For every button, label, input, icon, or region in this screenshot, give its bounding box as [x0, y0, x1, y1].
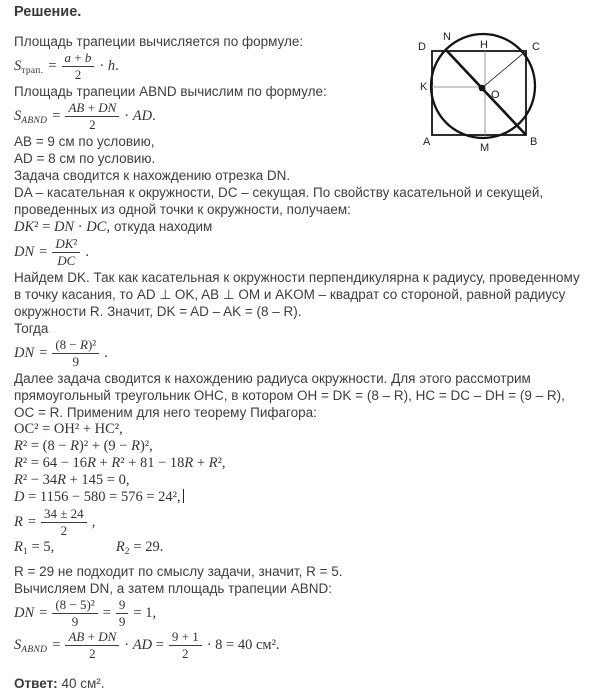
formula-dn-8-minus-r	[14, 338, 586, 369]
equals-sign: =	[102, 605, 111, 621]
formula-tail: .	[104, 345, 108, 361]
paragraph-tangent-secant: DA – касательная к окружности, DC – секущая. По свойству касательной и секущей, проведенных из одной точки к окружности, получаем:	[14, 185, 544, 217]
geometry-figure	[405, 23, 600, 165]
equals-sign: =	[39, 605, 48, 621]
line-o-c	[482, 51, 526, 88]
formula-dn-from-dk	[14, 237, 586, 268]
formula-root-values: $R_1 = 5$, $R_2 = 29$.	[14, 539, 164, 557]
paragraph-compute-dn: Вычисляем DN, а затем площадь трапеции ABND:	[14, 581, 332, 596]
formula-note: откуда находим	[113, 219, 213, 234]
fraction: $\frac{AB + DN}{2}$	[65, 630, 119, 661]
label-c: C	[532, 41, 540, 53]
paragraph-root-rejected: R = 29 не подходит по смыслу задачи, значит, R = 5.	[14, 564, 343, 579]
label-d: D	[418, 41, 426, 53]
paragraph-abnd-formula-intro: Площадь трапеции ABND вычислим по формуле:	[14, 84, 327, 99]
formula-mid: · AD =	[124, 637, 164, 653]
paragraph-area-formula-intro: Площадь трапеции вычисляется по формуле:	[14, 34, 304, 49]
figure-svg	[405, 23, 600, 165]
formula-lhs: DN	[14, 244, 35, 260]
formula-tail: · AD.	[124, 108, 156, 124]
formula-tail: .	[85, 244, 89, 260]
formula-lhs: DN	[14, 605, 35, 621]
label-k: K	[420, 81, 428, 93]
formula-sub: трап.	[21, 65, 44, 76]
fraction: $\frac{9 + 1}{2}$	[169, 630, 202, 661]
formula-lhs: S	[14, 107, 22, 124]
answer-line	[14, 675, 586, 692]
answer-value: 40 см².	[61, 676, 105, 691]
formula-lhs: S	[14, 636, 22, 653]
paragraph-find-radius: Далее задача сводится к нахождению радиуса окружности. Для этого рассмотрим прямоугольный треугольник OHC, в котором OH = DK = (8 – R), HC = DC – DH = (9 – R), OC = R. Применим для него теорему Пифагора:	[14, 371, 565, 420]
page-title: Решение.	[14, 4, 82, 20]
formula-s-value	[14, 630, 586, 661]
label-o: O	[491, 89, 500, 101]
fraction: $\frac{a + b}{2}$	[62, 51, 95, 82]
chord-n-b	[447, 51, 526, 135]
paragraph-ad-given: AD = 8 см по условию.	[14, 151, 156, 166]
fraction: $\frac{AB + DN}{2}$	[65, 101, 119, 132]
paragraph-then: Тогда	[14, 321, 49, 336]
label-h: H	[480, 39, 488, 51]
formula-sub: ABND	[21, 644, 48, 655]
formula-lhs: DN	[14, 345, 35, 361]
equals-sign: =	[48, 58, 57, 74]
equals-sign: =	[52, 108, 61, 124]
formula-lhs: R	[14, 514, 23, 530]
formula-pythagoras: OC² = OH² + HC²,	[14, 421, 123, 437]
fraction: $\frac{\text{(8 − R)²}}{9}$	[52, 338, 99, 369]
fraction: $\frac{\text{DK²}}{DC}$	[52, 237, 80, 268]
label-a: A	[423, 136, 431, 148]
formula-roots	[14, 507, 586, 538]
text-cursor	[183, 489, 184, 503]
equals-sign: =	[52, 637, 61, 653]
equals-sign: =	[39, 345, 48, 361]
formula-dn-value	[14, 598, 586, 629]
center-dot	[479, 85, 486, 92]
label-m: M	[480, 142, 490, 154]
formula-tail: ,	[91, 514, 96, 530]
formula-quadratic: R² − 34R + 145 = 0,	[14, 472, 130, 488]
label-n: N	[443, 31, 451, 43]
fraction: $\frac{9}{9}$	[116, 598, 129, 629]
paragraph-ab-given: AB = 9 см по условию,	[14, 134, 155, 149]
fraction: $\frac{34 \pm 24}{2}$	[41, 507, 87, 538]
formula-tail: · h.	[99, 58, 119, 74]
formula-expand-2: R² = 64 − 16R + R² + 81 − 18R + R²,	[14, 455, 226, 471]
formula-sub: ABND	[21, 115, 48, 126]
label-b: B	[530, 136, 538, 148]
formula-expand-1: R² = (8 − R)² + (9 − R)²,	[14, 438, 153, 454]
paragraph-task-dn: Задача сводится к нахождению отрезка DN.	[14, 168, 291, 183]
equals-sign: =	[27, 514, 37, 530]
formula-tail: · 8 = 40 см².	[206, 637, 280, 653]
formula-tail: = 1,	[133, 605, 157, 621]
formula-tangent-secant: DK² = DN · DC, откуда находим	[14, 219, 213, 235]
equals-sign: =	[39, 244, 48, 260]
paragraph-find-dk: Найдем DK. Так как касательная к окружности перпендикулярна к радиусу, проведенному в точку касания, то AD ⊥ OK, AB ⊥ OM и AKOM – квадрат со стороной, равной радиусу окружности R. Значит, DK = AD – AK = (8 – R).	[14, 270, 580, 319]
formula-lhs: S	[14, 57, 22, 74]
answer-label: Ответ:	[14, 676, 58, 691]
fraction: $\frac{\text{(8 − 5)²}}{9}$	[52, 598, 97, 629]
formula-discriminant: D = 1156 − 580 = 576 = 24²,	[14, 489, 586, 506]
